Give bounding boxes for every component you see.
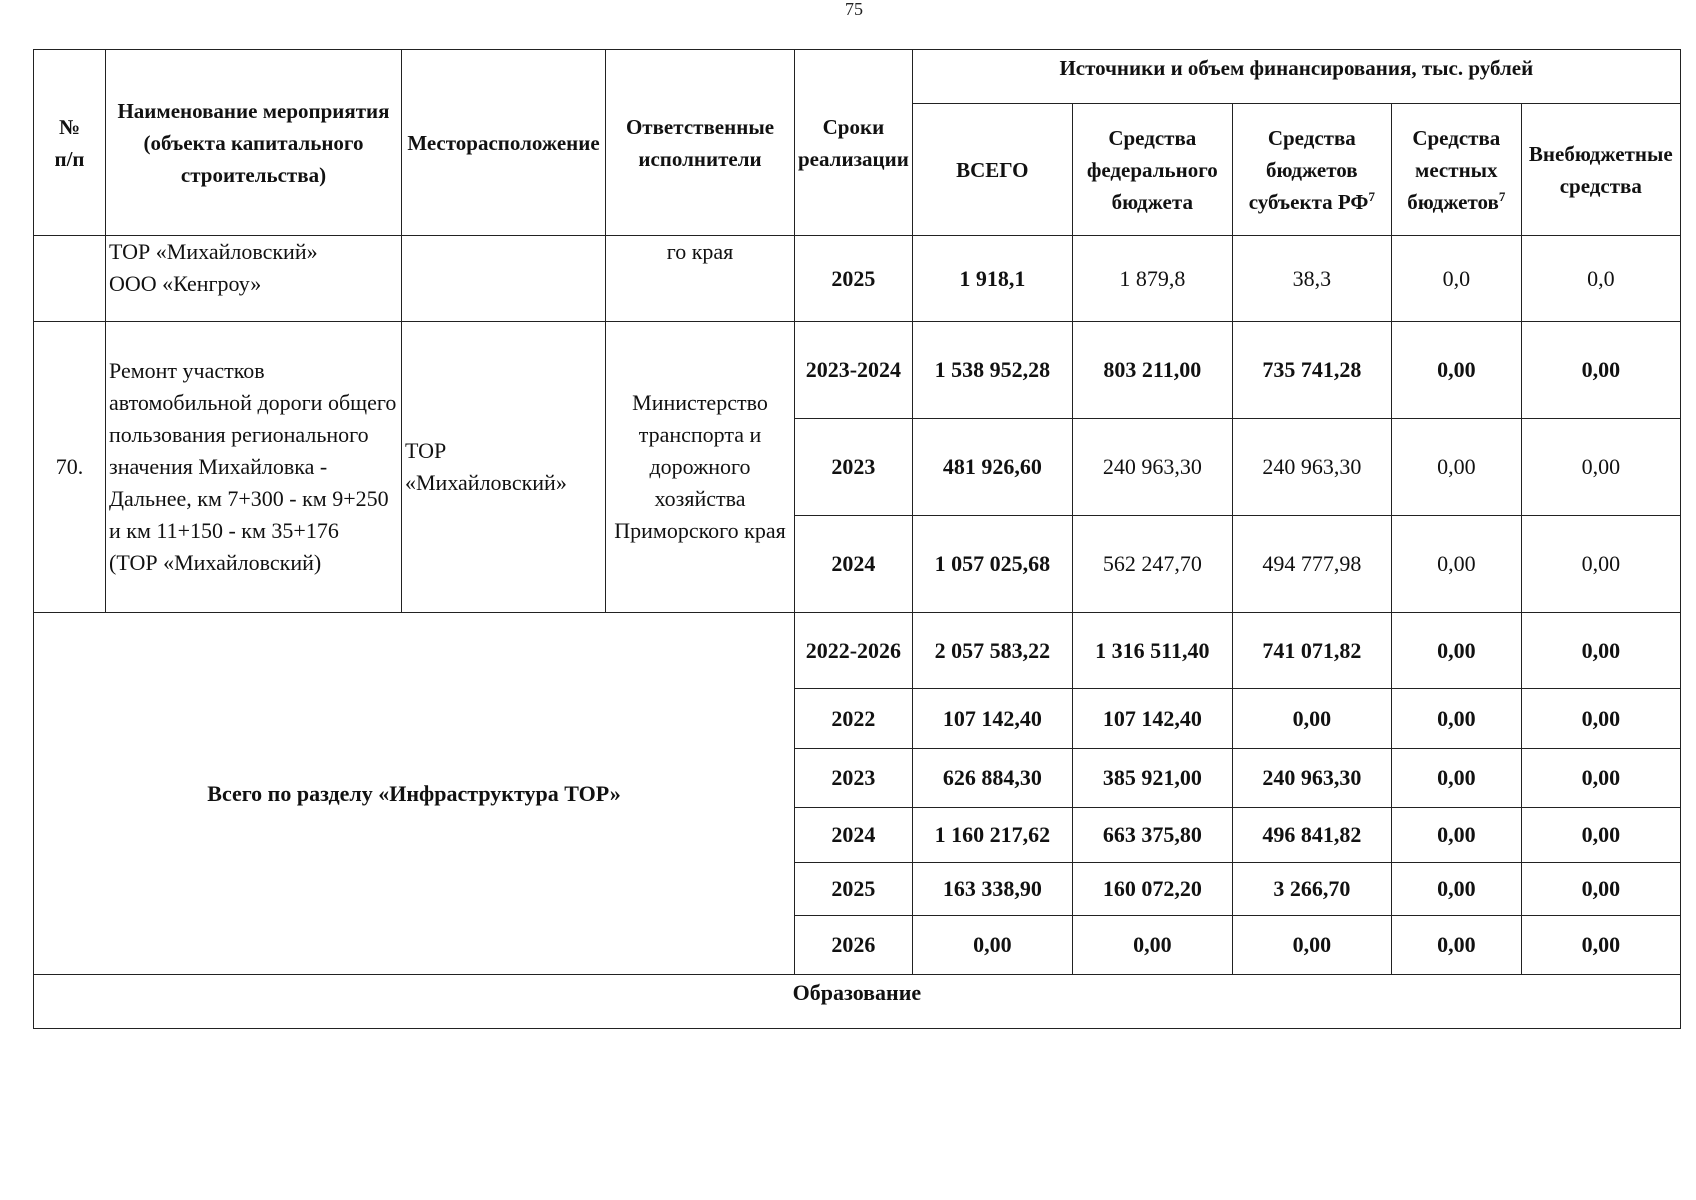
cell-year: 2026 [795, 916, 913, 975]
cell-year: 2022 [795, 689, 913, 749]
cell-federal: 663 375,80 [1072, 808, 1232, 863]
page-number: 75 [845, 0, 863, 19]
cell-federal: 107 142,40 [1072, 689, 1232, 749]
header-offbudget: Внебюджетные средства [1521, 104, 1680, 236]
header-local-footnote: 7 [1498, 188, 1506, 204]
cell-local: 0,00 [1391, 808, 1521, 863]
cell-total: 0,00 [912, 916, 1072, 975]
totals-label: Всего по разделу «Инфраструктура ТОР» [34, 613, 795, 975]
cell-offbudget: 0,0 [1521, 236, 1680, 322]
cell-offbudget: 0,00 [1521, 749, 1680, 808]
cell-subject: 735 741,28 [1232, 322, 1391, 419]
header-subject [1232, 104, 1391, 236]
cell-year: 2025 [795, 236, 913, 322]
cell-local: 0,00 [1391, 322, 1521, 419]
cell-offbudget: 0,00 [1521, 419, 1680, 516]
header-name: Наименование мероприятия (объекта капитального строительства) [106, 50, 402, 236]
cell-local: 0,00 [1391, 749, 1521, 808]
cell-federal: 240 963,30 [1072, 419, 1232, 516]
cell-offbudget: 0,00 [1521, 916, 1680, 975]
cell-year: 2023-2024 [795, 322, 913, 419]
header-row [34, 50, 1681, 104]
cell-year: 2024 [795, 516, 913, 613]
cell-subject: 240 963,30 [1232, 419, 1391, 516]
cell-local: 0,00 [1391, 863, 1521, 916]
cell-name: ТОР «Михайловский» ООО «Кенгроу» [106, 236, 402, 322]
cell-offbudget: 0,00 [1521, 613, 1680, 689]
cell-subject: 0,00 [1232, 916, 1391, 975]
cell-subject: 3 266,70 [1232, 863, 1391, 916]
cell-total: 107 142,40 [912, 689, 1072, 749]
cell-subject: 741 071,82 [1232, 613, 1391, 689]
cell-executor: Министерство транспорта и дорожного хозяйства Приморского края [606, 322, 795, 613]
cell-location: ТОР «Михайловский» [402, 322, 606, 613]
cell-federal: 0,00 [1072, 916, 1232, 975]
cell-total: 1 538 952,28 [912, 322, 1072, 419]
cell-total: 2 057 583,22 [912, 613, 1072, 689]
cell-year: 2023 [795, 749, 913, 808]
cell-year: 2024 [795, 808, 913, 863]
cell-federal: 803 211,00 [1072, 322, 1232, 419]
header-financing: Источники и объем финансирования, тыс. рублей [912, 50, 1680, 104]
cell-subject: 494 777,98 [1232, 516, 1391, 613]
cell-year: 2022-2026 [795, 613, 913, 689]
cell-local: 0,00 [1391, 419, 1521, 516]
cell-local: 0,00 [1391, 916, 1521, 975]
header-location: Месторасположение [402, 50, 606, 236]
cell-executor: го края [606, 236, 795, 322]
cell-local: 0,00 [1391, 613, 1521, 689]
cell-name: Ремонт участков автомобильной дороги общего пользования регионального значения Михайловка - Дальнее, км 7+300 - км 9+250 и км 11+150 - км 35+176 (ТОР «Михайловский) [106, 322, 402, 613]
cell-total: 626 884,30 [912, 749, 1072, 808]
table-row [34, 236, 1681, 322]
cell-offbudget: 0,00 [1521, 516, 1680, 613]
totals-row [34, 613, 1681, 689]
cell-offbudget: 0,00 [1521, 808, 1680, 863]
cell-year: 2025 [795, 863, 913, 916]
cell-subject: 496 841,82 [1232, 808, 1391, 863]
cell-total: 1 160 217,62 [912, 808, 1072, 863]
header-executors: Ответственные исполнители [606, 50, 795, 236]
cell-total: 481 926,60 [912, 419, 1072, 516]
header-local [1391, 104, 1521, 236]
cell-offbudget: 0,00 [1521, 863, 1680, 916]
cell-federal: 1 879,8 [1072, 236, 1232, 322]
cell-federal: 160 072,20 [1072, 863, 1232, 916]
cell-federal: 562 247,70 [1072, 516, 1232, 613]
header-federal: Средства федерального бюджета [1072, 104, 1232, 236]
cell-federal: 385 921,00 [1072, 749, 1232, 808]
cell-federal: 1 316 511,40 [1072, 613, 1232, 689]
cell-offbudget: 0,00 [1521, 322, 1680, 419]
header-subject-label: Средства бюджетов субъекта РФ [1248, 125, 1369, 214]
cell-location [402, 236, 606, 322]
header-local-label: Средства местных бюджетов [1407, 125, 1501, 214]
cell-subject: 0,00 [1232, 689, 1391, 749]
cell-subject: 38,3 [1232, 236, 1391, 322]
cell-subject: 240 963,30 [1232, 749, 1391, 808]
cell-local: 0,00 [1391, 516, 1521, 613]
header-total: ВСЕГО [912, 104, 1072, 236]
cell-total: 163 338,90 [912, 863, 1072, 916]
cell-offbudget: 0,00 [1521, 689, 1680, 749]
section-row [34, 975, 1681, 1029]
header-num: № п/п [34, 50, 106, 236]
financing-table [33, 49, 1681, 1029]
cell-local: 0,0 [1391, 236, 1521, 322]
cell-year: 2023 [795, 419, 913, 516]
cell-num: 70. [34, 322, 106, 613]
header-terms: Сроки реализации [795, 50, 913, 236]
cell-total: 1 057 025,68 [912, 516, 1072, 613]
table-row [34, 322, 1681, 419]
cell-local: 0,00 [1391, 689, 1521, 749]
header-subject-footnote: 7 [1368, 188, 1375, 204]
cell-total: 1 918,1 [912, 236, 1072, 322]
cell-num [34, 236, 106, 322]
section-title: Образование [34, 975, 1681, 1029]
